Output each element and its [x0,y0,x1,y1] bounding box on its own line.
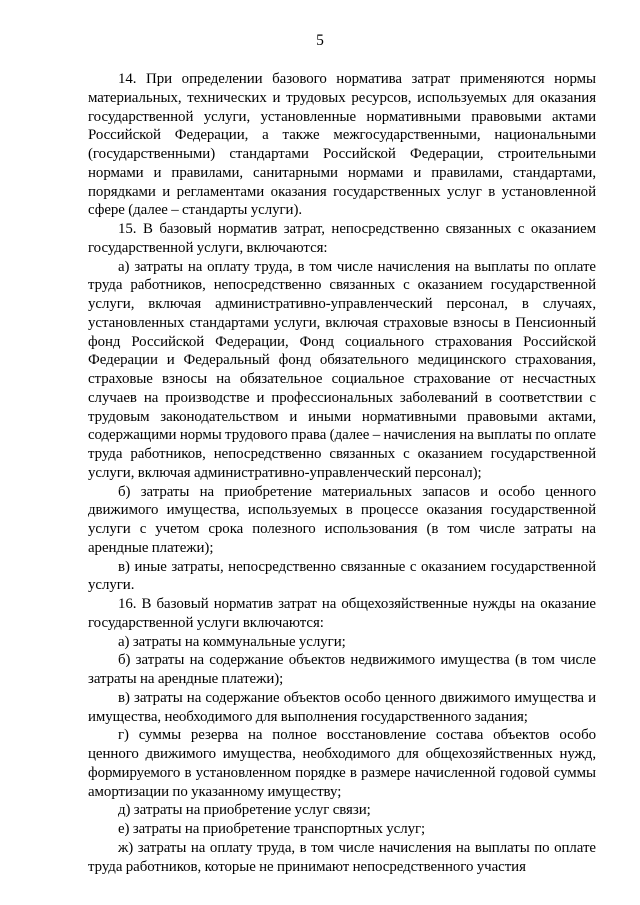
paragraph-15-b: б) затраты на приобретение материальных запасов и особо ценного движимого имущества, используемых в процессе оказания государственной услуги с учетом срока полезного использования (в том числе затраты на арендные платежи); [88,483,596,556]
paragraph-15: 15. В базовый норматив затрат, непосредственно связанных с оказанием государственной услуги, включаются: [88,221,596,256]
paragraph-16-g: г) суммы резерва на полное восстановление состава объектов особо ценного движимого имущества, необходимого для общехозяйственных нужд, формируемого в установленном порядке в размере начисленной годовой суммы амортизации по указанному имуществу; [88,727,596,800]
paragraph-16-d: д) затраты на приобретение услуг связи; [118,802,371,819]
paragraph-14: 14. При определении базового норматива затрат применяются нормы материальных, технических и трудовых ресурсов, используемых для оказания государственной услуги, установленные нормативными правовыми актами Российской Федерации, а также межгосударственными, национальными (государственными) стандартами Российской Федерации, строительными нормами и правилами, санитарными нормами и правилами, стандартами, порядками и регламентами оказания государственных услуг в установленной сфере (далее – стандарты услуги). [88,71,596,219]
paragraph-16-v: в) затраты на содержание объектов особо ценного движимого имущества и имущества, необходимого для выполнения государственного задания; [88,689,596,725]
paragraph-15-a: а) затраты на оплату труда, в том числе начисления на выплаты по оплате труда работников, непосредственно связанных с оказанием государственной услуги, включая административно-управленческий персонал, в случаях, установленных стандартами услуги, включая страховые взносы в Пенсионный фонд Российской Федерации, Фонд социального страхования Российской Федерации и Федеральный фонд обязательного медицинского страхования, страховые взносы на обязательное социальное страхование от несчастных случаев на производстве и профессиональных заболеваний в соответствии с трудовым законодательством и иными нормативными правовыми актами, содержащими нормы трудового права (далее – начисления на выплаты по оплате труда работников, непосредственно связанных с оказанием государственной услуги, включая административно-управленческий персонал); [88,258,596,481]
paragraph-16: 16. В базовый норматив затрат на общехозяйственные нужды на оказание государственной услуги включаются: [88,596,596,631]
paragraph-16-a: а) затраты на коммунальные услуги; [118,633,346,650]
page-number: 5 [316,32,324,49]
paragraph-16-e: е) затраты на приобретение транспортных услуг; [118,821,426,837]
paragraph-16-b: б) затраты на содержание объектов недвижимого имущества (в том числе затраты на арендные платежи); [88,652,596,687]
paragraph-16-zh: ж) затраты на оплату труда, в том числе начисления на выплаты по оплате труда работников, которые не принимают непосредственного участия [88,839,596,875]
paragraph-15-v: в) иные затраты, непосредственно связанные с оказанием государственной услуги. [88,558,596,594]
document-body [88,70,596,876]
